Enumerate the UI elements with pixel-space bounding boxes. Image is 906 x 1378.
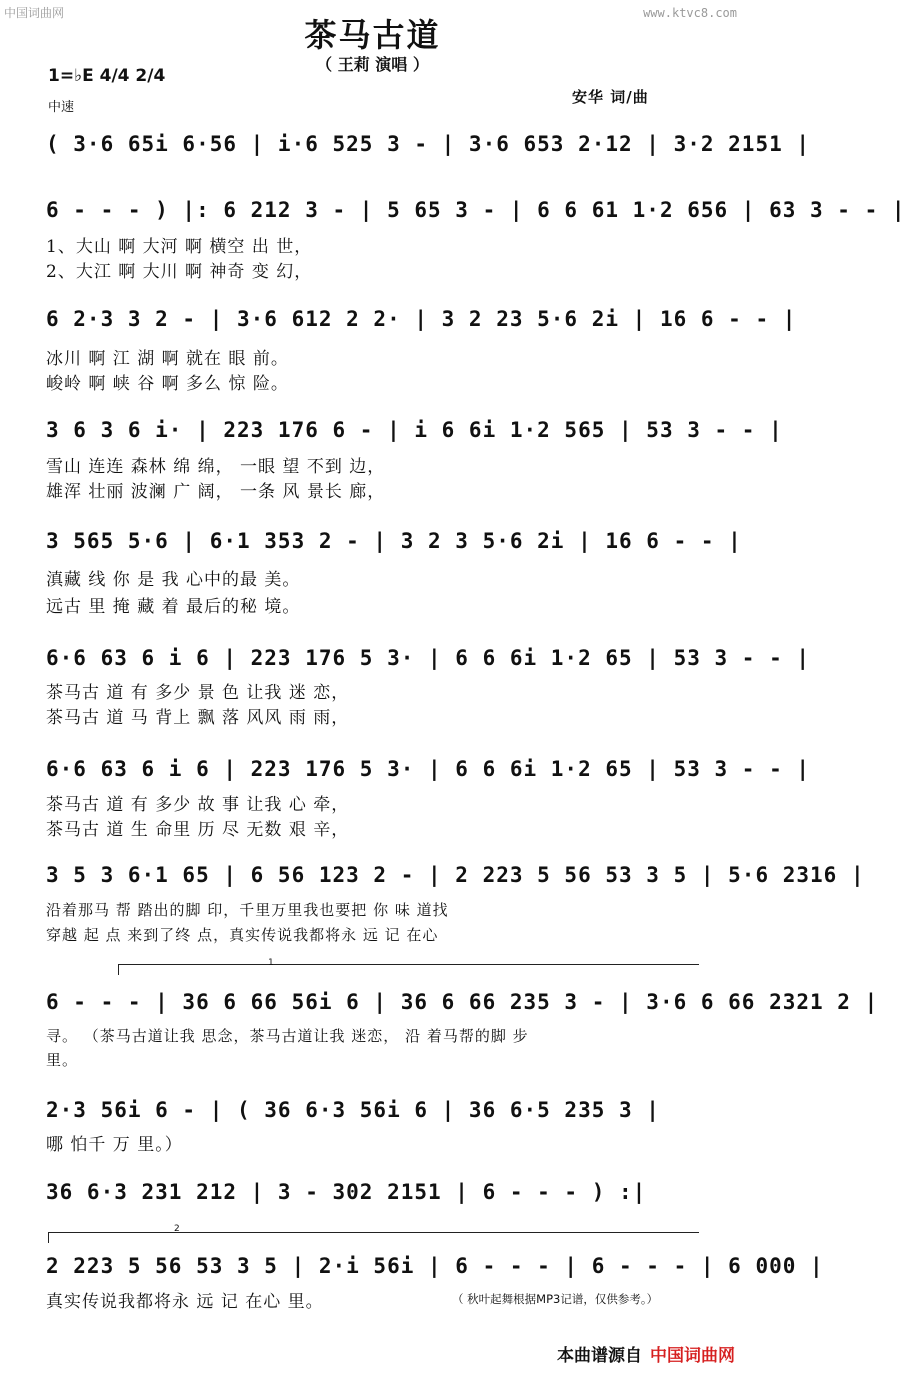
lyric-line-6b: 茶马古 道 马 背上 飘 落 风风 雨 雨， [46, 708, 350, 728]
second-ending-bracket [48, 1232, 699, 1243]
author-credit: 安华 词/曲 [572, 88, 649, 106]
score-line-12: 2 223 5 56 53 3 5 | 2·i 56i | 6 - - - | 6 - - - | 6 000 | [46, 1254, 824, 1278]
lyric-line-12a: 真实传说我都将永 远 记 在心 里。 [46, 1292, 324, 1312]
lyric-line-5b: 远古 里 掩 藏 着 最后的秘 境。 [46, 597, 301, 617]
score-line-6: 6·6 63 6 i 6 | 223 176 5 3· | 6 6 6i 1·2 65 | 53 3 - - | [46, 646, 811, 670]
song-title: 茶马古道 [304, 16, 441, 54]
lyric-line-8b: 穿越 起 点 来到了终 点，真实传说我都将永 远 记 在心 [46, 926, 439, 944]
score-line-5: 3 565 5·6 | 6·1 353 2 - | 3 2 3 5·6 2i | 16 6 - - | [46, 529, 742, 553]
lyric-line-7a: 茶马古 道 有 多少 故 事 让我 心 牵， [46, 795, 350, 815]
lyric-line-4a: 雪山 连连 森林 绵 绵， 一眼 望 不到 边， [46, 457, 386, 477]
first-ending-bracket [118, 964, 699, 975]
lyric-line-7b: 茶马古 道 生 命里 历 尽 无数 艰 辛， [46, 820, 350, 840]
score-line-1: ( 3·6 65i 6·56 | i·6 525 3 - | 3·6 653 2·12 | 3·2 2151 | [46, 132, 811, 156]
lyric-line-6a: 茶马古 道 有 多少 景 色 让我 迷 恋， [46, 683, 350, 703]
source-brand: 中国词曲网 [650, 1346, 735, 1366]
lyric-line-3b: 峻岭 啊 峡 谷 啊 多么 惊 险。 [46, 374, 289, 394]
singer-credit: （ 王莉 演唱 ） [316, 55, 429, 74]
lyric-line-10a: 哪 怕千 万 里。） [46, 1135, 183, 1155]
score-line-9: 6 - - - | 36 6 66 56i 6 | 36 6 66 235 3 - | 3·6 6 66 2321 2 | [46, 990, 879, 1014]
score-line-2: 6 - - - ) |: 6 212 3 - | 5 65 3 - | 6 6 61 1·2 656 | 63 3 - - | [46, 198, 906, 222]
first-ending-number: 1 [268, 958, 274, 968]
transcription-note: （ 秋叶起舞根据MP3记谱，仅供参考。） [452, 1292, 659, 1306]
score-line-7: 6·6 63 6 i 6 | 223 176 5 3· | 6 6 6i 1·2 65 | 53 3 - - | [46, 757, 811, 781]
score-line-8: 3 5 3 6·1 65 | 6 56 123 2 - | 2 223 5 56 53 3 5 | 5·6 2316 | [46, 863, 865, 887]
score-line-4: 3 6 3 6 i· | 223 176 6 - | i 6 6i 1·2 565 | 53 3 - - | [46, 418, 783, 442]
lyric-line-9a: 寻。 （茶马古道让我 思念，茶马古道让我 迷恋， 沿 着马帮的脚 步 [46, 1027, 529, 1045]
score-line-10: 2·3 56i 6 - | ( 36 6·3 56i 6 | 36 6·5 235 3 | [46, 1098, 660, 1122]
lyric-line-9b: 里。 [46, 1051, 79, 1069]
second-ending-number: 2 [174, 1224, 180, 1234]
lyric-line-2b: 2、大江 啊 大川 啊 神奇 变 幻， [46, 262, 313, 282]
lyric-line-3a: 冰川 啊 江 湖 啊 就在 眼 前。 [46, 349, 289, 369]
watermark-right: www.ktvc8.com [643, 6, 737, 20]
score-line-3: 6 2·3 3 2 - | 3·6 612 2 2· | 3 2 23 5·6 2i | 16 6 - - | [46, 307, 797, 331]
lyric-line-5a: 滇藏 线 你 是 我 心中的最 美。 [46, 570, 301, 590]
lyric-line-8a: 沿着那马 帮 踏出的脚 印，千里万里我也要把 你 味 道找 [46, 901, 449, 919]
tempo-marking: 中速 [48, 100, 75, 115]
key-signature: 1=♭E 4/4 2/4 [48, 66, 166, 86]
watermark-left: 中国词曲网 [4, 6, 65, 20]
lyric-line-2a: 1、大山 啊 大河 啊 横空 出 世， [46, 237, 313, 257]
source-prefix: 本曲谱源自 [557, 1346, 642, 1366]
score-line-11: 36 6·3 231 212 | 3 - 302 2151 | 6 - - - ) :| [46, 1180, 647, 1204]
lyric-line-4b: 雄浑 壮丽 波澜 广 阔， 一条 风 景长 廊， [46, 482, 386, 502]
source-footer [557, 1341, 735, 1366]
